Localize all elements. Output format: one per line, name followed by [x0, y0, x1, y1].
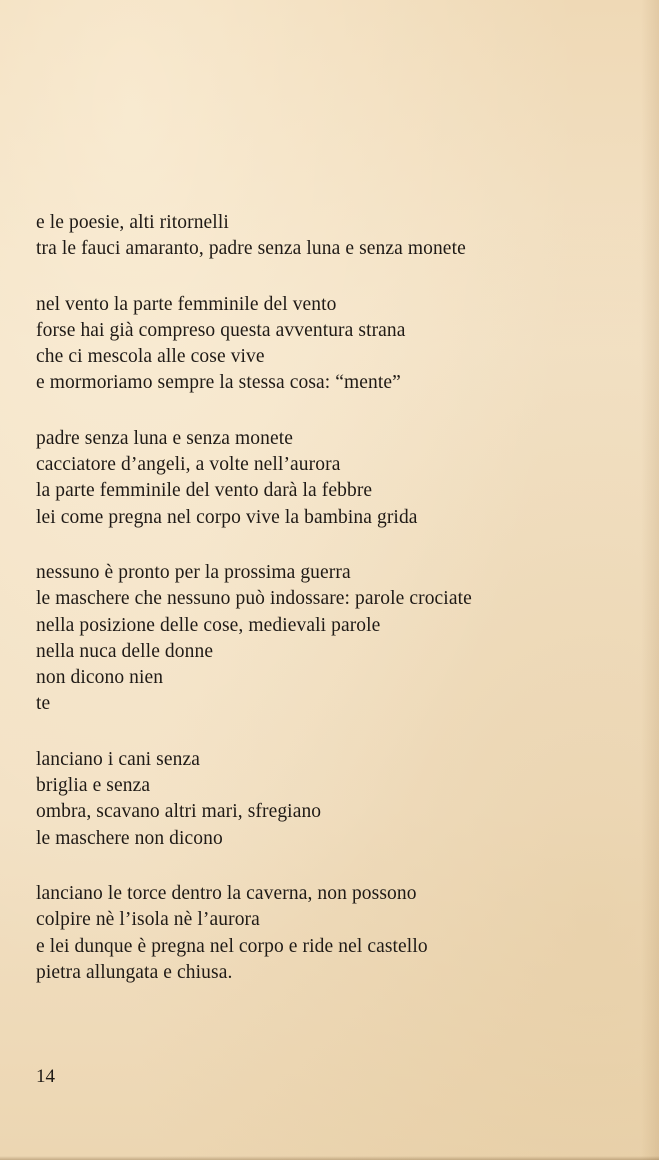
- poem-line: nella posizione delle cose, medievali parole: [36, 614, 381, 636]
- poem-line: nessuno è pronto per la prossima guerra: [36, 561, 351, 583]
- poem-line: te: [36, 693, 51, 715]
- poem-line: padre senza luna e senza monete: [36, 427, 294, 449]
- page-edge-shadow: [641, 0, 659, 1160]
- poem-line: colpire nè l’isola nè l’aurora: [36, 909, 260, 931]
- poem-line: pietra allungata e chiusa.: [36, 961, 233, 983]
- poem-line: lei come pregna nel corpo vive la bambina grida: [36, 506, 418, 528]
- poem-line: non dicono nien: [36, 667, 164, 689]
- stanza-5: [36, 747, 636, 852]
- stanza-6: [36, 881, 636, 986]
- poem-line: briglia e senza: [36, 775, 151, 797]
- poem-line: nel vento la parte femminile del vento: [36, 293, 337, 315]
- poem-line: ombra, scavano altri mari, sfregiano: [36, 801, 322, 823]
- poem-line: e mormoriamo sempre la stessa cosa: “mente”: [36, 372, 401, 394]
- poem-line: le maschere che nessuno può indossare: parole crociate: [36, 588, 472, 610]
- poem-body: [36, 210, 636, 1015]
- stanza-2: [36, 292, 636, 397]
- poem-line: nella nuca delle donne: [36, 640, 214, 662]
- poem-line: cacciatore d’angeli, a volte nell’aurora: [36, 454, 341, 476]
- poem-line: che ci mescola alle cose vive: [36, 346, 265, 368]
- page-number: 14: [36, 1066, 55, 1087]
- stanza-3: [36, 426, 636, 531]
- poem-line: le maschere non dicono: [36, 827, 223, 849]
- poem-line: e lei dunque è pregna nel corpo e ride nel castello: [36, 935, 428, 957]
- poem-line: lanciano le torce dentro la caverna, non possono: [36, 882, 417, 904]
- page-bottom-edge: [0, 1156, 659, 1160]
- poem-line: lanciano i cani senza: [36, 748, 200, 770]
- stanza-4: [36, 560, 636, 718]
- poem-line: tra le fauci amaranto, padre senza luna e senza monete: [36, 238, 466, 260]
- stanza-1: [36, 210, 636, 263]
- poem-line: forse hai già compreso questa avventura strana: [36, 319, 406, 341]
- poem-line: la parte femminile del vento darà la febbre: [36, 480, 373, 502]
- poem-line: e le poesie, alti ritornelli: [36, 212, 229, 233]
